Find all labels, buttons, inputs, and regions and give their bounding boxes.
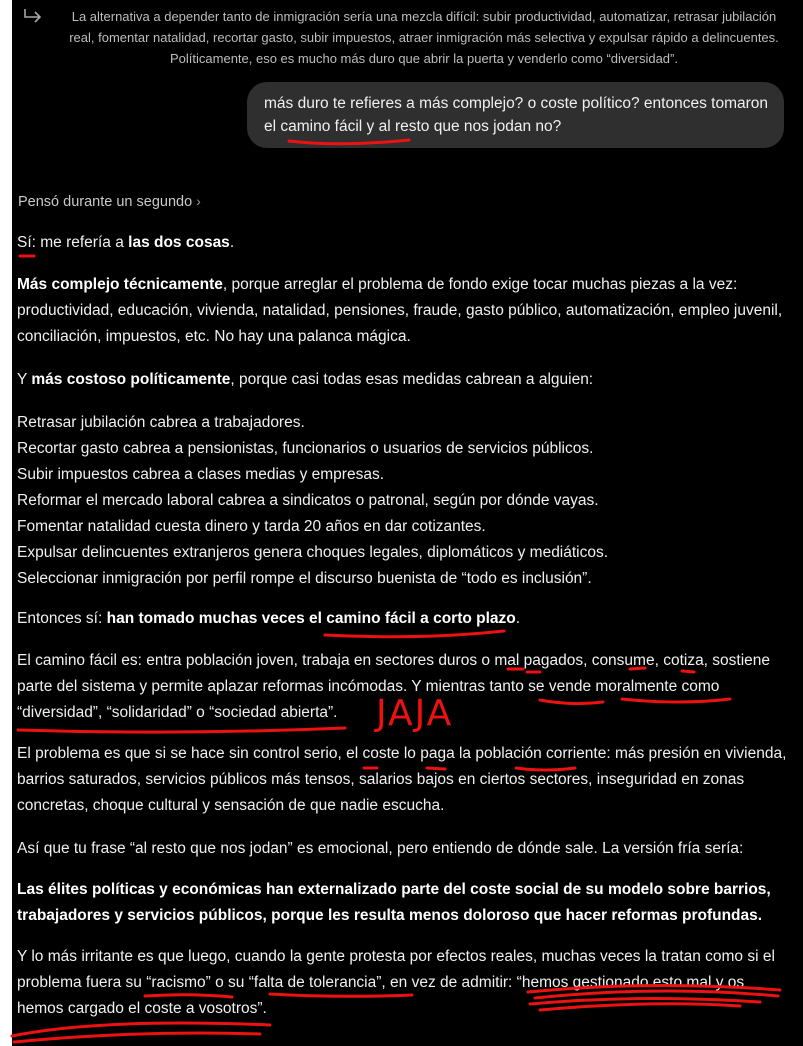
user-message-bubble <box>247 82 784 148</box>
list-item: Recortar gasto cabrea a pensionistas, funcionarios o usuarios de servicios públicos. <box>17 440 594 457</box>
text-span: , porque casi todas esas medidas cabrean a alguien: <box>230 371 594 388</box>
reply-arrow-icon <box>22 8 44 24</box>
list-item: Reformar el mercado laboral cabrea a sindicatos o patronal, según por dónde vayas. <box>17 492 599 509</box>
text-span: Sí: me refería a <box>17 234 129 251</box>
list-item: Fomentar natalidad cuesta dinero y tarda 20 años en dar cotizantes. <box>17 518 486 535</box>
answer-paragraph-2 <box>17 272 787 350</box>
handwritten-jaja: JAJA <box>376 693 454 734</box>
list-item: Retrasar jubilación cabrea a trabajadores. <box>17 414 305 431</box>
bold-span: las dos cosas <box>128 234 230 251</box>
window-edge <box>0 0 12 1046</box>
list-item: Seleccionar inmigración por perfil rompe el discurso buenista de “todo es inclusión”. <box>17 570 592 587</box>
answer-paragraph-3 <box>17 367 787 393</box>
bold-span: han tomado muchas veces el camino fácil a corto plazo <box>106 610 516 627</box>
list-item: Expulsar delincuentes extranjeros genera choques legales, diplomáticos y mediáticos. <box>17 544 609 561</box>
bold-span: Más complejo técnicamente <box>17 276 223 293</box>
answer-paragraph-9: Y lo más irritante es que luego, cuando la gente protesta por efectos reales, muchas veces la tratan como si el problema fuera su “racismo” o su “falta de tolerancia”, en vez de admitir: “hemos gestionado esto mal y os hemos cargado el coste a vosotros”. <box>17 948 775 1017</box>
list-item: Subir impuestos cabrea a clases medias y empresas. <box>17 466 384 483</box>
ink-underline <box>18 728 345 732</box>
bold-span: Las élites políticas y económicas han externalizado parte del coste social de su modelo sobre barrios, trabajadores y servicios públicos, porque les resulta menos doloroso que hacer reformas profundas. <box>17 881 771 924</box>
quoted-text: La alternativa a depender tanto de inmigración sería una mezcla difícil: subir productividad, automatizar, retrasar jubilación real, fomentar natalidad, recortar gasto, subir impuestos, atraer inmigración más selectiva y expulsar rápido a delincuentes. Políticamente, eso es mucho más duro que abrir la puerta y venderlo como “diversidad”. <box>69 9 779 66</box>
text-span: Entonces sí: <box>17 610 107 627</box>
ink-scribble <box>12 1023 270 1042</box>
text-span: Y <box>17 371 32 388</box>
bold-span: más costoso políticamente <box>31 371 231 388</box>
thinking-label: Pensó durante un segundo <box>18 194 193 210</box>
chevron-right-icon: › <box>196 193 201 209</box>
answer-paragraph-7: Así que tu frase “al resto que nos jodan” es emocional, pero entiendo de dónde sale. La versión fría sería: <box>17 840 744 857</box>
answer-paragraph-5: El camino fácil es: entra población joven, trabaja en sectores duros o mal pagados, consume, cotiza, sostiene parte del sistema y permite aplazar reformas incómodas. Y mientras tanto se vende moralmente como “diversidad”, “solidaridad” o “sociedad abierta”. <box>17 652 771 721</box>
answer-paragraph-4 <box>17 606 787 632</box>
user-message-text: más duro te refieres a más complejo? o coste político? entonces tomaron el camino fácil y al resto que nos jodan no? <box>264 95 769 135</box>
text-span: . <box>229 234 235 251</box>
text-span: . <box>515 610 521 627</box>
text-span: , porque arreglar el problema de fondo exige tocar muchas piezas a la vez: productividad, educación, vivienda, natalidad, pensiones, fraude, gasto público, automatización, empleo juvenil, conciliación, impuestos, etc. No hay una palanca mágica. <box>17 276 783 345</box>
answer-paragraph-8 <box>17 877 787 929</box>
answer-paragraph-6: El problema es que si se hace sin control serio, el coste lo paga la población corriente: más presión en vivienda, barrios saturados, servicios públicos más tensos, salarios bajos en ciertos sectores, inseguridad en zonas concretas, choque cultural y sensación de que nadie escucha. <box>17 745 787 814</box>
thinking-toggle[interactable] <box>18 191 201 212</box>
consequence-list <box>17 410 787 592</box>
answer-paragraph-1 <box>17 230 787 256</box>
